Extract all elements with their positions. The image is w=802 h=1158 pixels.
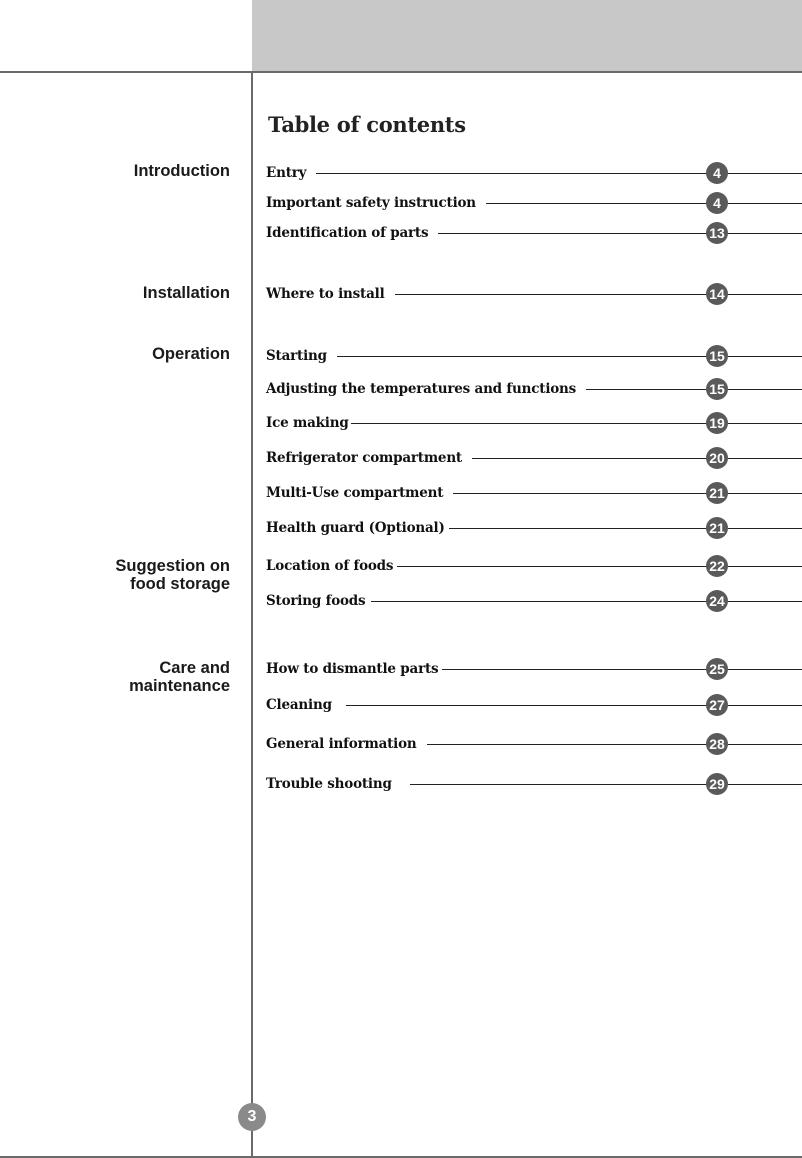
toc-entry-multi-use[interactable] (266, 482, 802, 504)
leader-line-tail (728, 493, 802, 494)
toc-entry-label[interactable]: Where to install (266, 286, 385, 302)
leader-line-tail (728, 705, 802, 706)
header-band (252, 0, 802, 72)
toc-entry-label[interactable]: Trouble shooting (266, 776, 392, 792)
page-number-badge: 21 (706, 517, 728, 539)
toc-entry-ice-making[interactable] (266, 412, 802, 434)
toc-entry-label[interactable]: Identification of parts (266, 225, 429, 241)
section-label-line: Care and (159, 659, 230, 677)
leader-line-tail (728, 173, 802, 174)
toc-entry-label[interactable]: Refrigerator compartment (266, 450, 462, 466)
page-number-badge: 25 (706, 658, 728, 680)
toc-entry-label[interactable]: Ice making (266, 415, 349, 431)
leader-line (316, 173, 710, 174)
page-number-badge: 21 (706, 482, 728, 504)
toc-entry-safety[interactable] (266, 192, 802, 214)
leader-line (395, 294, 711, 295)
page-number-badge: 28 (706, 733, 728, 755)
section-label-line: Introduction (133, 162, 230, 180)
page-number-badge: 15 (706, 345, 728, 367)
leader-line (453, 493, 710, 494)
toc-entry-refrigerator[interactable] (266, 447, 802, 469)
section-label-line: maintenance (129, 677, 230, 695)
toc-entry-label[interactable]: General information (266, 736, 417, 752)
toc-entry-label[interactable]: Location of foods (266, 558, 394, 574)
toc-entry-label[interactable]: Multi-Use compartment (266, 485, 444, 501)
leader-line-tail (728, 294, 802, 295)
page-number: 3 (238, 1103, 266, 1131)
toc-entry-label[interactable]: Adjusting the temperatures and functions (266, 381, 577, 397)
page-title: Table of contents (268, 112, 466, 137)
section-care-maintenance (10, 659, 230, 695)
toc-entry-starting[interactable] (266, 345, 802, 367)
leader-line-tail (728, 566, 802, 567)
leader-line-tail (728, 423, 802, 424)
page-number-badge: 20 (706, 447, 728, 469)
leader-line (410, 784, 710, 785)
leader-line-tail (728, 784, 802, 785)
toc-entry-label[interactable]: Cleaning (266, 697, 332, 713)
section-label-line: food storage (130, 575, 230, 593)
toc-entry-storing-foods[interactable] (266, 590, 802, 612)
leader-line-tail (728, 233, 802, 234)
toc-entry-label[interactable]: How to dismantle parts (266, 661, 439, 677)
leader-line (486, 203, 710, 204)
page-number-badge: 19 (706, 412, 728, 434)
toc-entry-label[interactable]: Important safety instruction (266, 195, 476, 211)
page-number-badge: 13 (706, 222, 728, 244)
page-number-badge: 29 (706, 773, 728, 795)
leader-line (346, 705, 710, 706)
leader-line (472, 458, 710, 459)
toc-entry-label[interactable]: Health guard (Optional) (266, 520, 445, 536)
leader-line-tail (728, 203, 802, 204)
toc-entry-label[interactable]: Storing foods (266, 593, 366, 609)
page-number-badge: 15 (706, 378, 728, 400)
leader-line (427, 744, 711, 745)
leader-line-tail (728, 356, 802, 357)
leader-line-tail (728, 744, 802, 745)
toc-entry-dismantle[interactable] (266, 658, 802, 680)
leader-line (337, 356, 710, 357)
leader-line (371, 601, 710, 602)
leader-line (438, 233, 710, 234)
section-installation (10, 284, 230, 302)
leader-line-tail (728, 458, 802, 459)
toc-entry-identification[interactable] (266, 222, 802, 244)
toc-entry-entry[interactable] (266, 162, 802, 184)
toc-entry-label[interactable]: Entry (266, 165, 307, 181)
toc-entry-where-to-install[interactable] (266, 283, 802, 305)
toc-entry-health-guard[interactable] (266, 517, 802, 539)
toc-entry-adjusting[interactable] (266, 378, 802, 400)
page-number-badge: 24 (706, 590, 728, 612)
toc-entry-cleaning[interactable] (266, 694, 802, 716)
leader-line (351, 423, 710, 424)
leader-line (586, 389, 710, 390)
toc-entry-trouble-shooting[interactable] (266, 773, 802, 795)
page-number-badge: 22 (706, 555, 728, 577)
section-label-line: Operation (152, 345, 230, 363)
header-divider (0, 71, 802, 73)
toc-entry-location-of-foods[interactable] (266, 555, 802, 577)
leader-line (442, 669, 710, 670)
toc-entry-label[interactable]: Starting (266, 348, 327, 364)
leader-line (449, 528, 710, 529)
leader-line (397, 566, 710, 567)
leader-line-tail (728, 669, 802, 670)
section-label-line: Suggestion on (115, 557, 230, 575)
page-number-badge: 4 (706, 192, 728, 214)
toc-entry-general-information[interactable] (266, 733, 802, 755)
leader-line-tail (728, 389, 802, 390)
section-label-line: Installation (142, 284, 230, 302)
column-divider (251, 72, 253, 1158)
section-operation (10, 345, 230, 363)
section-food-storage (10, 557, 230, 593)
leader-line-tail (728, 528, 802, 529)
section-introduction (10, 162, 230, 180)
leader-line-tail (728, 601, 802, 602)
page-number-badge: 4 (706, 162, 728, 184)
page-number-badge: 27 (706, 694, 728, 716)
page-number-badge: 14 (706, 283, 728, 305)
